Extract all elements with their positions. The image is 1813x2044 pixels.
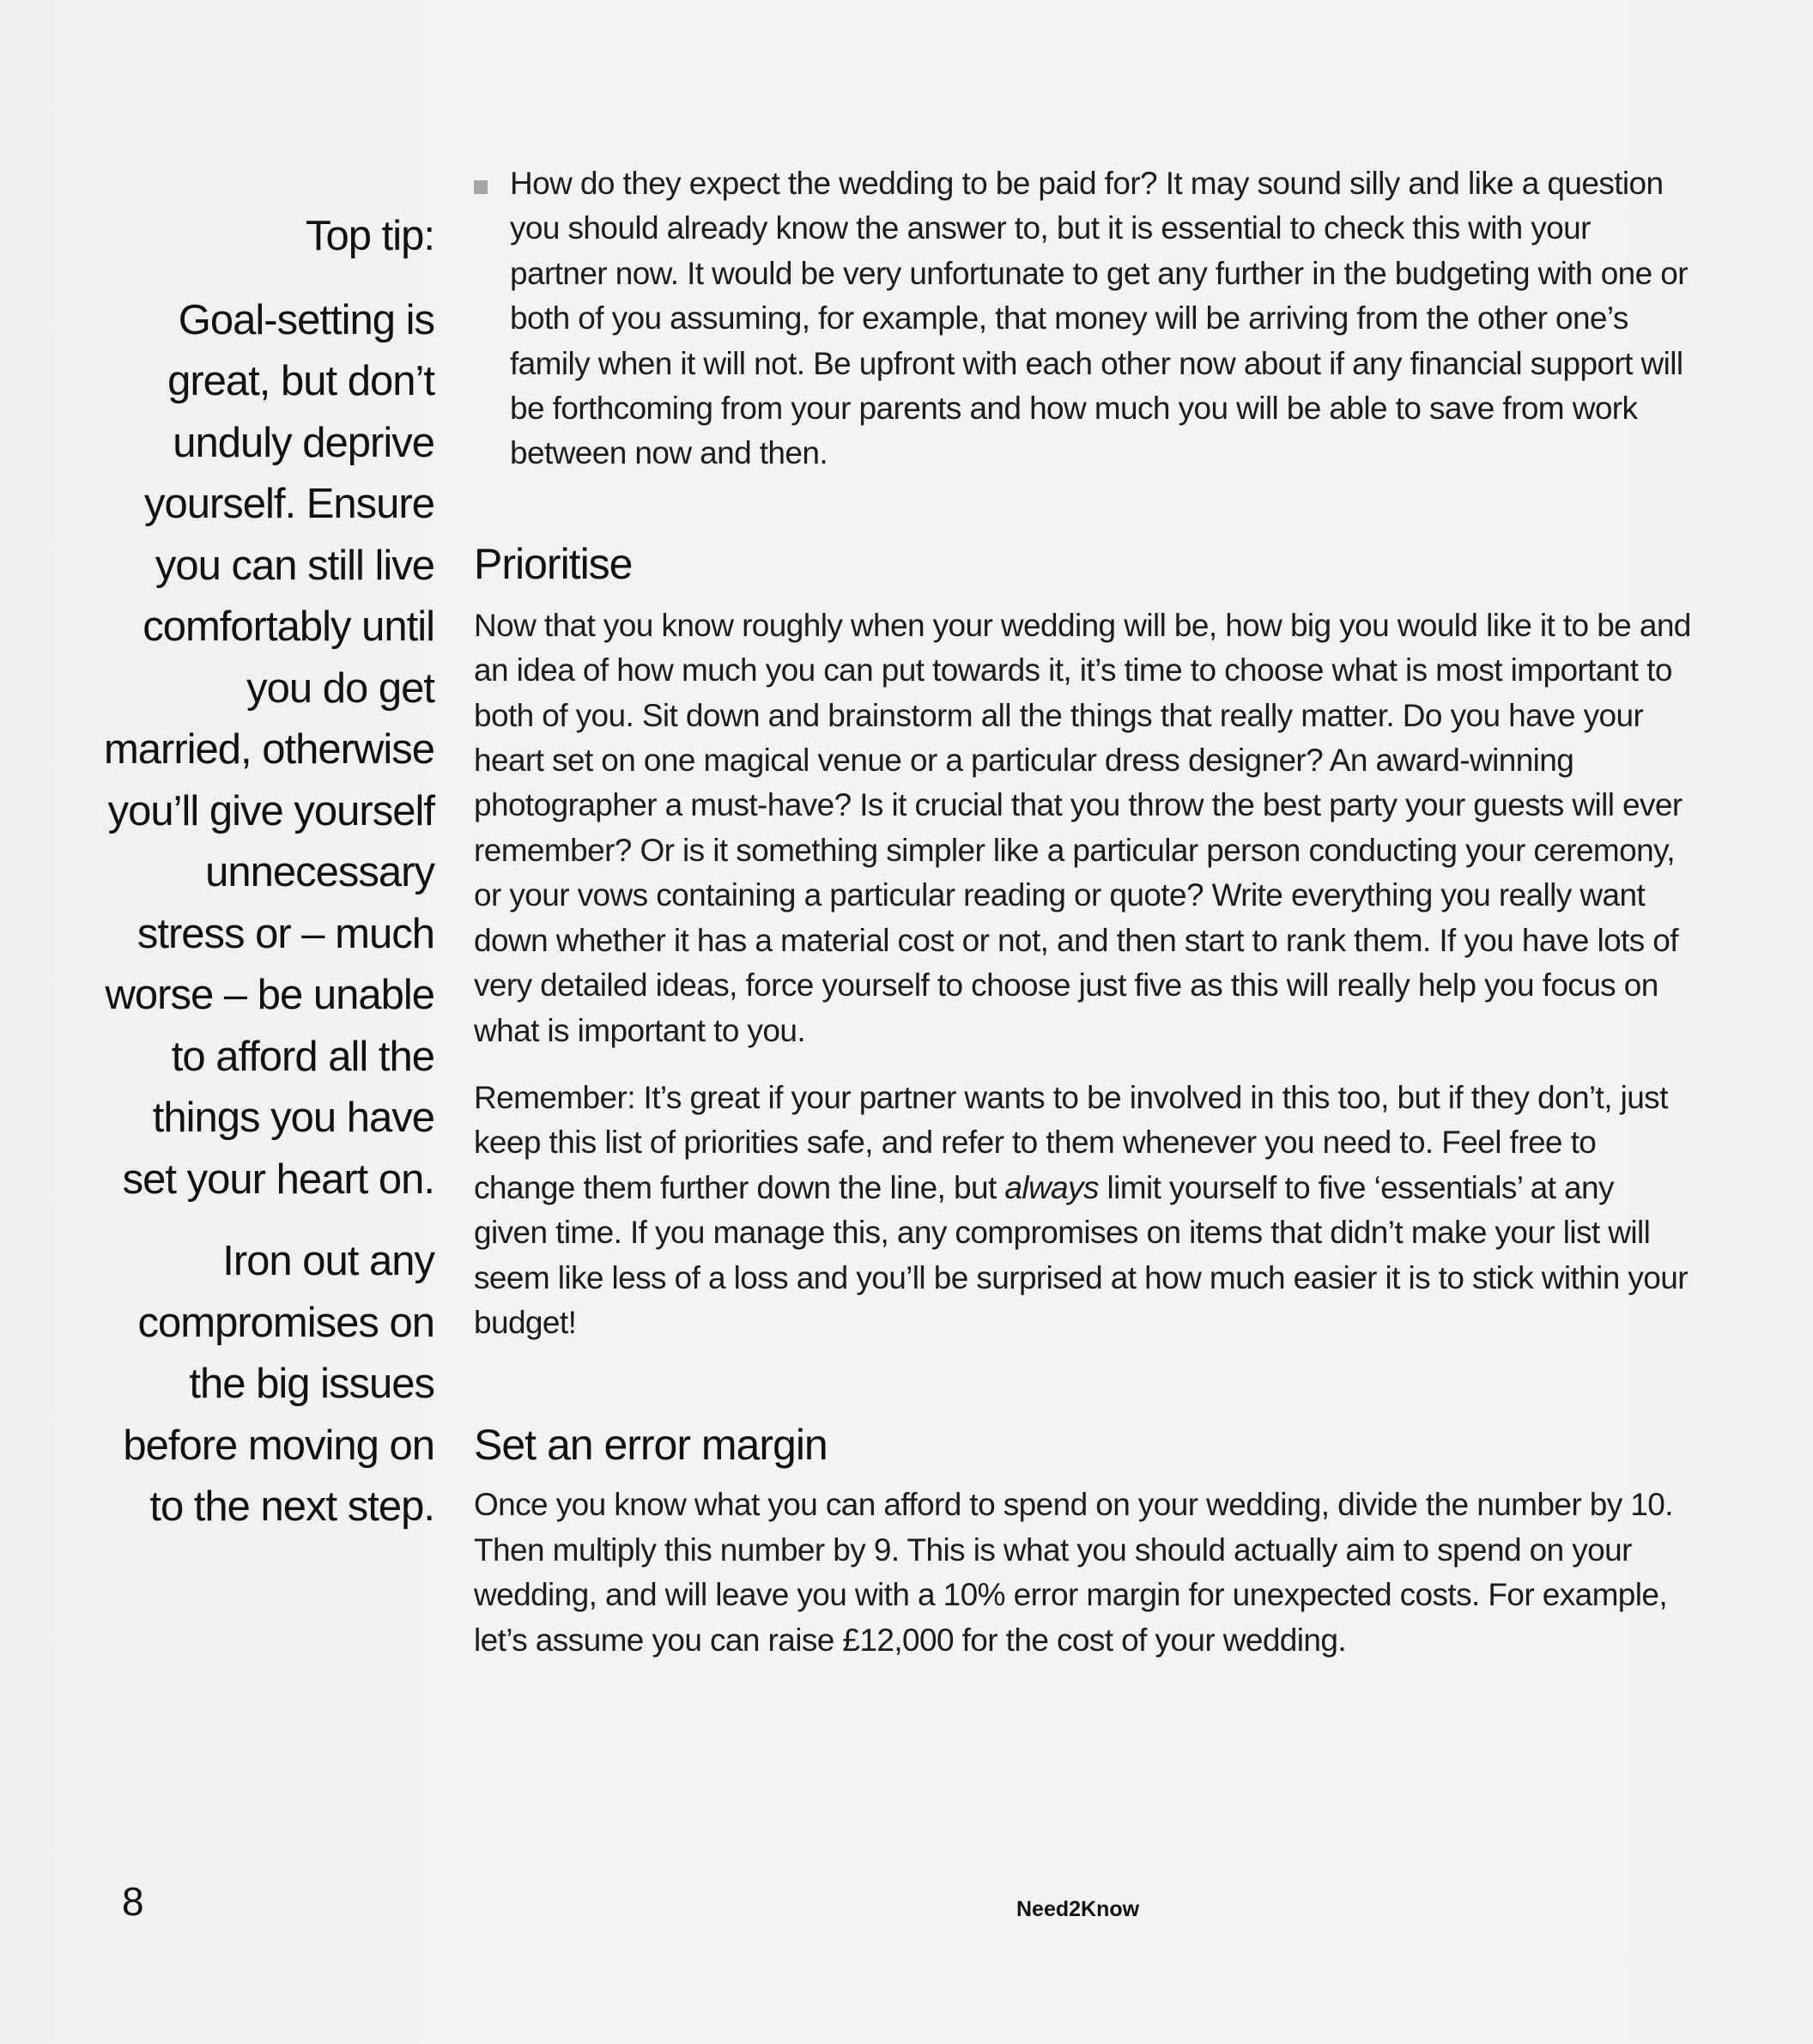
bullet-text: How do they expect the wedding to be paid for? It may sound silly and like a question you should already know the answer to, but it is essential to check this with your partner now. It would be very unfortunate to get any further in the budgeting with one or both of you assuming, for example, that money will be arriving from the other one’s family when it will not. Be upfront with each other now about if any financial support will be forthcoming from your parents and how much you will be able to save from work between now and then. <box>510 166 1689 471</box>
prioritise-paragraph-2 <box>474 1076 1693 1345</box>
bullet-square-icon <box>474 180 488 194</box>
emphasis-always: always <box>1004 1169 1099 1205</box>
main-text-column <box>474 161 1693 1663</box>
prioritise-paragraph-2-start: Remember: It’s great if your partner wants to be involved in this too, but if they don’t, just keep this list of priorities safe, and refer to them whenever you need to. Feel free to change them further down the line, but <box>474 1079 1668 1205</box>
bullet-list-item <box>474 161 1693 476</box>
top-tip-text-1: Goal-setting is great, but don’t unduly deprive yourself. Ensure you can still live comfortably until you do get married, otherwise you’ll give yourself unnecessary stress or – much worse – be unable to afford all the things you have set your heart on. <box>103 296 434 1203</box>
prioritise-paragraph-2-end: limit yourself to five ‘essentials’ at any given time. If you manage this, any compromises on items that didn’t make your list will seem like less of a loss and you’ll be surprised at how much easier it is to stick within your budget! <box>474 1169 1688 1340</box>
top-tip-text-2: Iron out any compromises on the big issues before moving on to the next step. <box>123 1238 434 1530</box>
top-tip-sidebar <box>103 206 434 1559</box>
top-tip-heading: Top tip: <box>306 213 434 259</box>
prioritise-paragraph-1: Now that you know roughly when your wedding will be, how big you would like it to be and an idea of how much you can put towards it, it’s time to choose what is most important to both of you. Sit down and brainstorm all the things that really matter. Do you have your heart set on one magical venue or a particular dress designer? An award-winning photographer a must-have? Is it crucial that you throw the best party your guests will ever remember? Or is it something simpler like a particular person conducting your ceremony, or your vows containing a particular reading or quote? Write everything you really want down whether it has a material cost or not, and then start to rank them. If you have lots of very detailed ideas, force yourself to choose just five as this will really help you focus on what is important to you. <box>474 607 1691 1048</box>
page-number: 8 <box>122 1879 144 1924</box>
footer-brand: Need2Know <box>1016 1897 1140 1921</box>
error-margin-heading: Set an error margin <box>474 1421 828 1470</box>
prioritise-heading: Prioritise <box>474 539 633 588</box>
error-margin-paragraph: Once you know what you can afford to spend on your wedding, divide the number by 10. Then multiply this number by 9. This is what you should actually aim to spend on your wedding, and will leave you with a 10% error margin for unexpected costs. For example, let’s assume you can raise £12,000 for the cost of your wedding. <box>474 1487 1673 1658</box>
